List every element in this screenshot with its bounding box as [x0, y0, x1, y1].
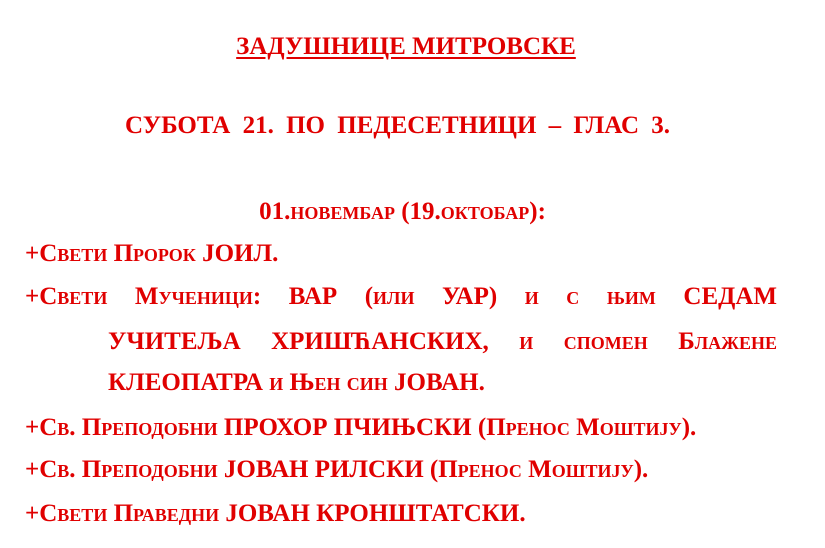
list-item: +Свети Пророк ЈОИЛ.: [25, 240, 279, 267]
list-item: +Св. Преподобни ПРОХОР ПЧИЊСКИ (Пренос Моштију).: [25, 414, 697, 441]
date-heading: 01.новембар (19.октобар):: [259, 198, 546, 225]
list-item: +Свети Праведни ЈОВАН КРОНШТАТСКИ.: [25, 500, 526, 527]
list-item: +Св. Преподобни ЈОВАН РИЛСКИ (Пренос Моштију).: [25, 456, 649, 483]
page-subtitle: СУБОТА 21. ПО ПЕДЕСЕТНИЦИ – ГЛАС 3.: [125, 112, 671, 139]
list-item-continuation: УЧИТЕЉА ХРИШЋАНСКИХ, и спомен Блажене: [108, 328, 777, 355]
page-title: ЗАДУШНИЦЕ МИТРОВСКЕ: [236, 33, 576, 60]
list-item-continuation: КЛЕОПАТРА и Њен син ЈОВАН.: [108, 369, 485, 396]
list-item: +Свети Мученици: ВАР (или УАР) и с њим СЕДАМ: [25, 283, 777, 310]
